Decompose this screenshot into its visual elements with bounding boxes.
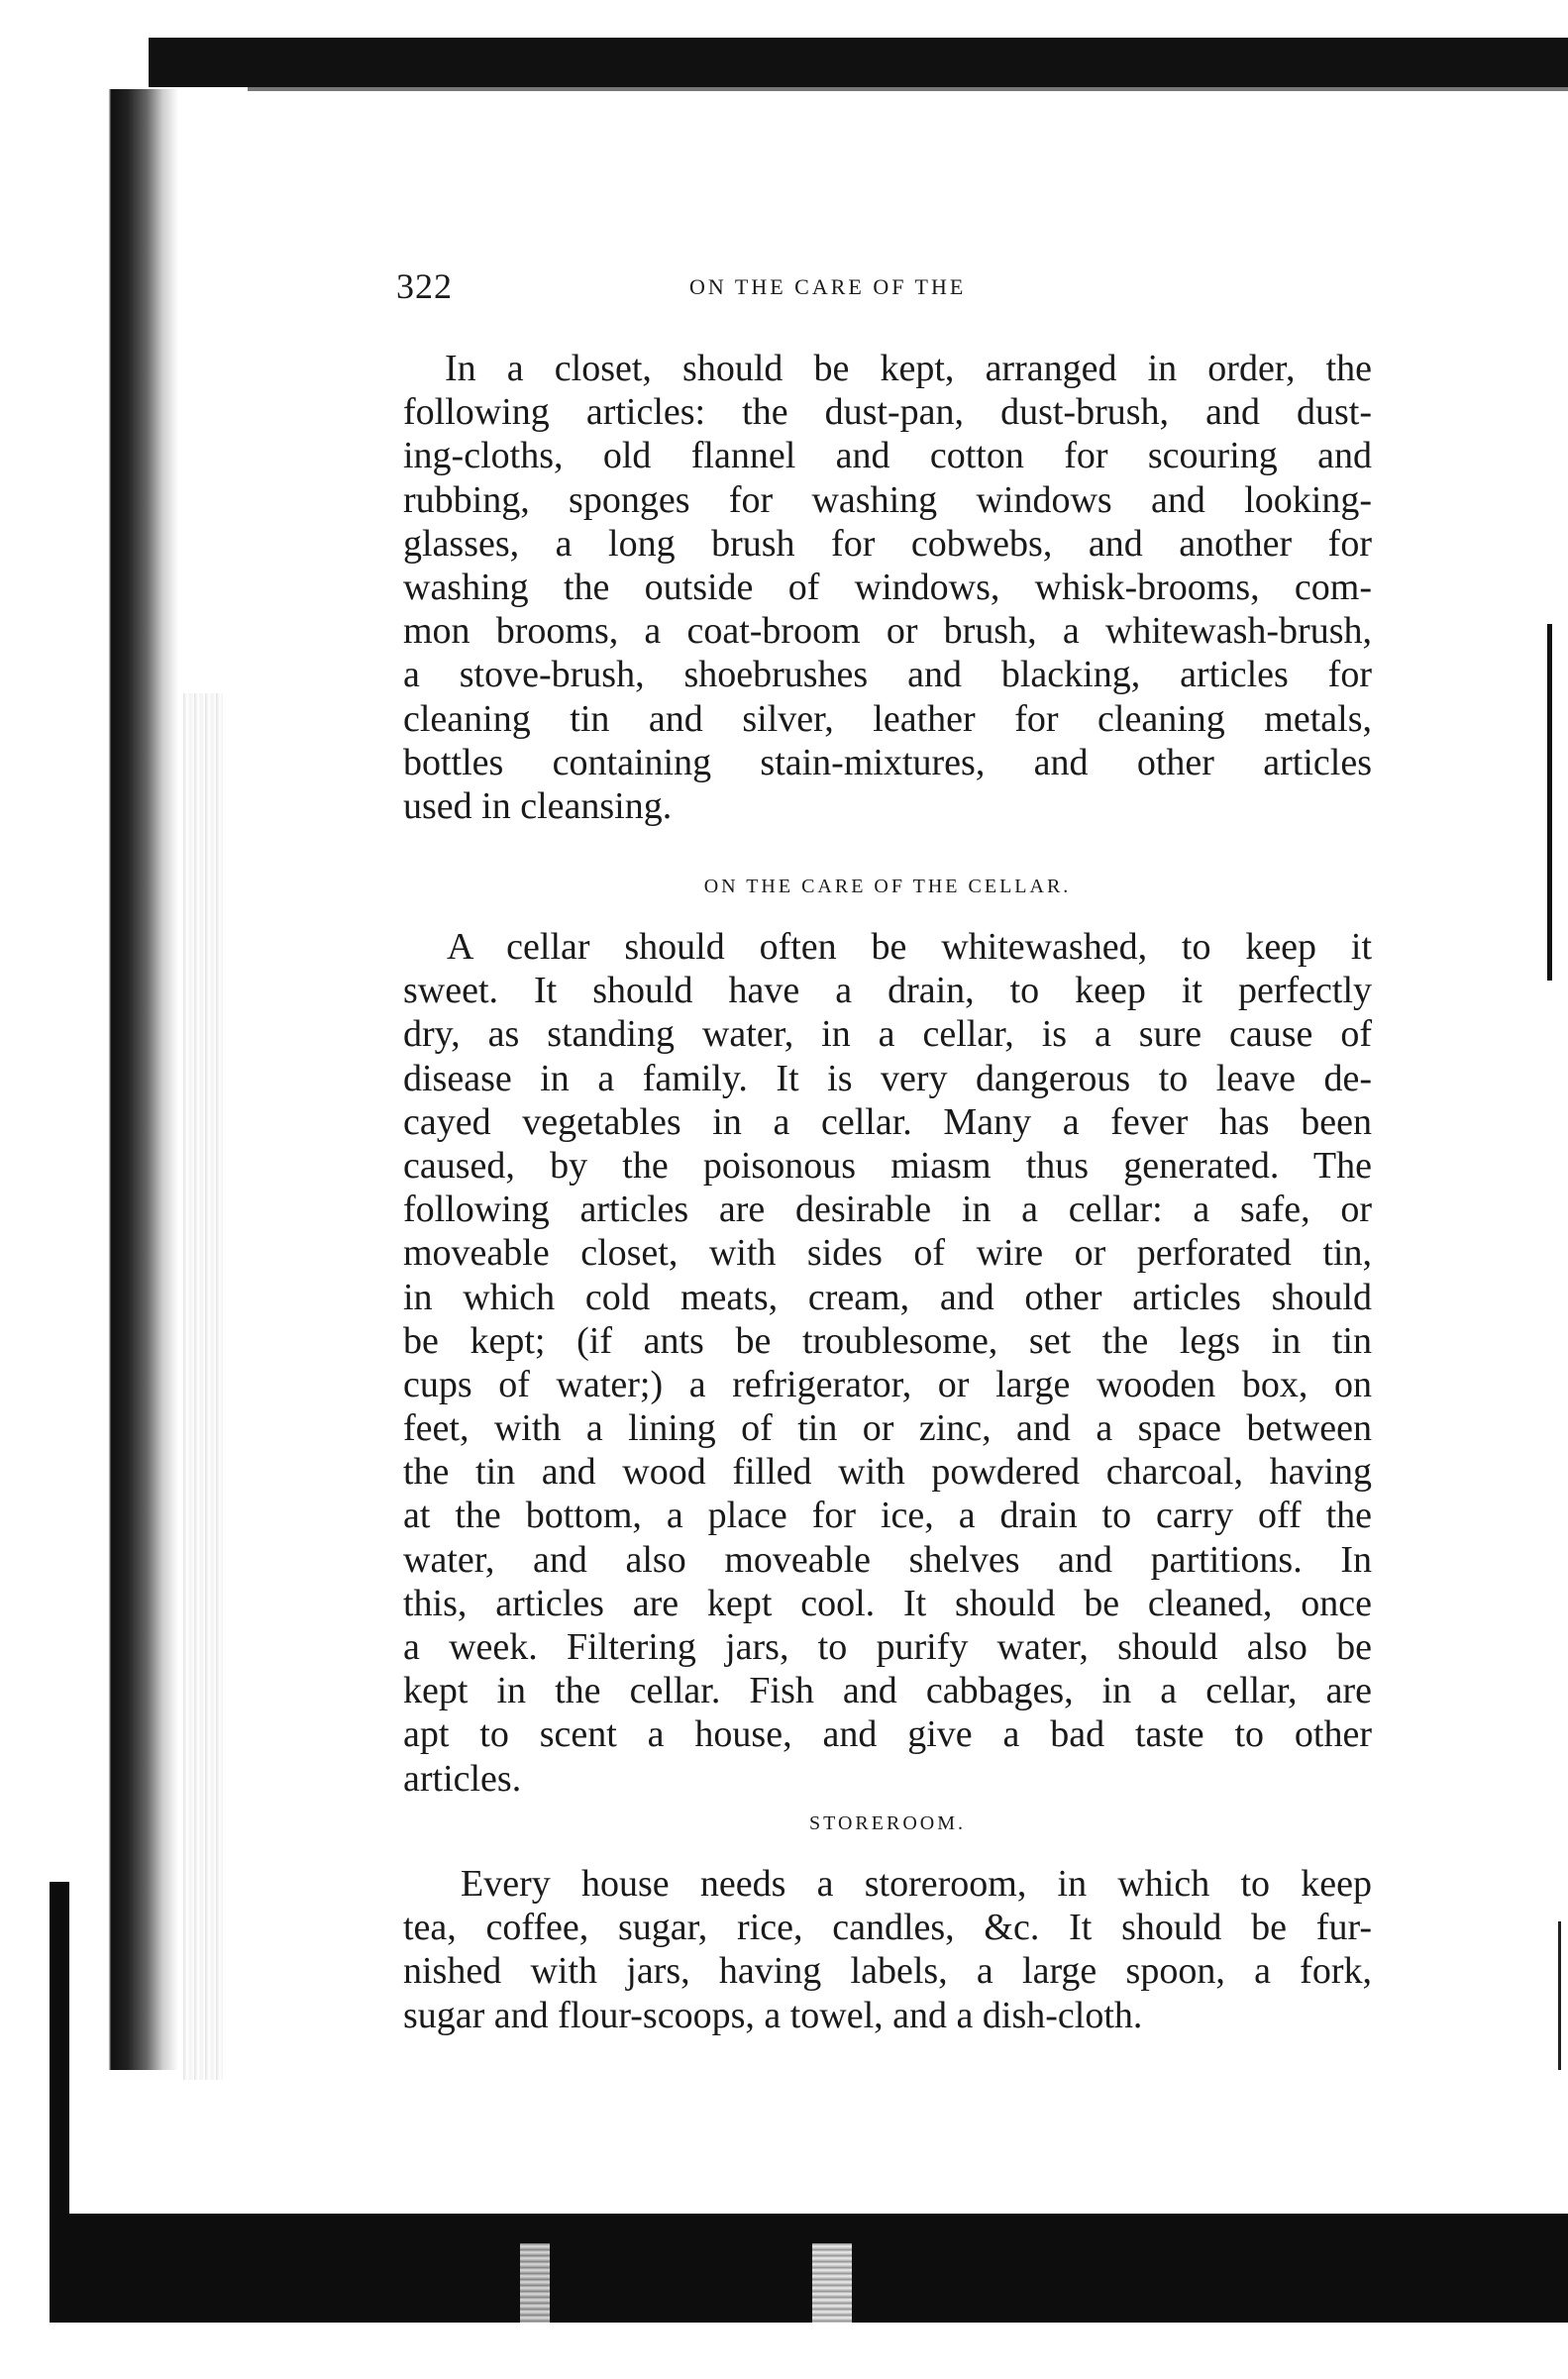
paragraph-cellar (403, 925, 1372, 1801)
text-line: dry, as standing water, in a cellar, is a sure cause of (403, 1013, 1372, 1056)
text-line: nished with jars, having labels, a large spoon, a fork, (403, 1950, 1372, 1993)
text-line: caused, by the poisonous miasm thus generated. The (403, 1144, 1372, 1187)
section-heading-storeroom: STOREROOM. (809, 1812, 966, 1834)
text-line: apt to scent a house, and give a bad taste to other (403, 1713, 1372, 1756)
text-line: disease in a family. It is very dangerous to leave de- (403, 1057, 1372, 1099)
text-line: following articles are desirable in a cellar: a safe, or (403, 1189, 1372, 1231)
text-line: this, articles are kept cool. It should be cleaned, once (403, 1582, 1372, 1624)
running-title: ON THE CARE OF THE (689, 274, 967, 299)
text-line: cayed vegetables in a cellar. Many a fever has been (403, 1100, 1372, 1143)
scan-bottom-smudge-right (812, 2243, 852, 2323)
scan-right-edge-mark (1547, 624, 1552, 981)
text-line: Every house needs a storeroom, in which to keep (461, 1863, 1372, 1905)
text-line: ing-cloths, old flannel and cotton for scouring and (403, 435, 1372, 477)
text-line: washing the outside of windows, whisk-brooms, com- (403, 566, 1372, 608)
text-line: tea, coffee, sugar, rice, candles, &c. It should be fur- (403, 1907, 1372, 1949)
scan-spine-edge (50, 1882, 69, 2228)
text-line: cups of water;) a refrigerator, or large wooden box, on (403, 1363, 1372, 1405)
text-line: a week. Filtering jars, to purify water, should also be (403, 1626, 1372, 1668)
text-line: mon brooms, a coat-broom or brush, a whitewash-brush, (403, 610, 1372, 653)
running-head (396, 265, 1149, 305)
text-line: feet, with a lining of tin or zinc, and a space between (403, 1407, 1372, 1450)
text-line: sugar and flour-scoops, a towel, and a dish-cloth. (403, 1994, 1143, 2036)
text-line: the tin and wood filled with powdered charcoal, having (403, 1451, 1372, 1494)
paragraph-storeroom (403, 1862, 1372, 2037)
text-line: moveable closet, with sides of wire or perforated tin, (403, 1232, 1372, 1275)
text-line: glasses, a long brush for cobwebs, and another for (403, 522, 1372, 565)
text-line: used in cleansing. (403, 784, 673, 827)
text-line: in which cold meats, cream, and other articles should (403, 1276, 1372, 1318)
text-line: In a closet, should be kept, arranged in order, the (445, 348, 1372, 389)
text-line: following articles: the dust-pan, dust-brush, and dust- (403, 391, 1372, 434)
text-line: sweet. It should have a drain, to keep it perfectly (403, 970, 1372, 1012)
text-line: a stove-brush, shoebrushes and blacking, articles for (403, 654, 1372, 696)
paragraph-closet (403, 347, 1372, 828)
text-line: bottles containing stain-mixtures, and other articles (403, 741, 1372, 783)
scan-right-edge-mark-lower (1558, 1921, 1561, 2070)
text-line: kept in the cellar. Fish and cabbages, in a cellar, are (403, 1670, 1372, 1712)
page-number: 322 (396, 266, 453, 306)
scan-top-border (149, 38, 1568, 87)
text-line: A cellar should often be whitewashed, to keep it (447, 926, 1372, 968)
text-line: cleaning tin and silver, leather for cleaning metals, (403, 697, 1372, 740)
scan-binding-shadow (52, 89, 178, 2070)
scan-bottom-smudge-left (520, 2243, 550, 2323)
text-line: at the bottom, a place for ice, a drain to carry off the (403, 1495, 1372, 1537)
scan-bottom-border (50, 2214, 1568, 2323)
text-line: rubbing, sponges for washing windows and looking- (403, 478, 1372, 521)
text-line: water, and also moveable shelves and partitions. In (403, 1538, 1372, 1581)
scan-binding-texture (183, 693, 223, 2080)
text-line: be kept; (if ants be troublesome, set the legs in tin (403, 1319, 1372, 1362)
scan-top-edge-line (248, 87, 1568, 91)
text-line: articles. (403, 1757, 522, 1800)
section-heading-cellar: ON THE CARE OF THE CELLAR. (703, 876, 1072, 897)
